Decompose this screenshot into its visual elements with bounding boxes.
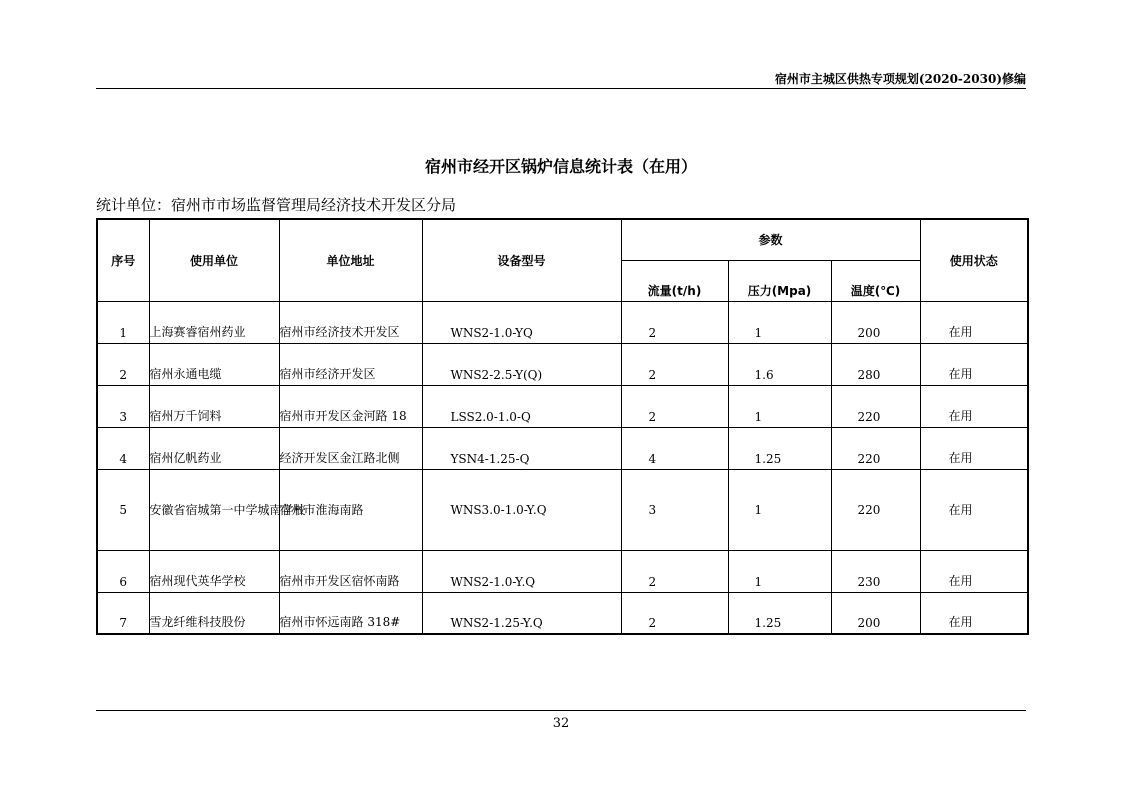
- cell-status: 在用: [920, 427, 1028, 469]
- header-pressure: 压力(Mpa): [728, 260, 831, 301]
- cell-flow: 2: [621, 385, 728, 427]
- cell-company: 宿州永通电缆: [149, 343, 279, 385]
- cell-address: 宿州市经济技术开发区: [279, 301, 422, 343]
- table-row: [97, 343, 1028, 385]
- cell-index: 4: [97, 427, 149, 469]
- cell-address: 宿州市开发区金河路 18: [279, 385, 422, 427]
- cell-company: 宿州亿帆药业: [149, 427, 279, 469]
- table-row: [97, 592, 1028, 634]
- cell-index: 1: [97, 301, 149, 343]
- cell-index: 3: [97, 385, 149, 427]
- cell-company: 雪龙纤维科技股份: [149, 592, 279, 634]
- cell-address: 宿州市怀远南路 318#: [279, 592, 422, 634]
- cell-pressure: 1.6: [728, 343, 831, 385]
- cell-index: 5: [97, 469, 149, 550]
- cell-address: 经济开发区金江路北侧: [279, 427, 422, 469]
- cell-flow: 3: [621, 469, 728, 550]
- cell-status: 在用: [920, 550, 1028, 592]
- table-row: [97, 427, 1028, 469]
- cell-company: 上海赛睿宿州药业: [149, 301, 279, 343]
- cell-address: 宿州市经济开发区: [279, 343, 422, 385]
- cell-pressure: 1: [728, 385, 831, 427]
- header-status: 使用状态: [920, 219, 1028, 301]
- cell-flow: 2: [621, 592, 728, 634]
- header-index: 序号: [97, 219, 149, 301]
- statistics-unit: 统计单位：宿州市市场监督管理局经济技术开发区分局: [96, 196, 457, 214]
- cell-temperature: 200: [831, 592, 920, 634]
- cell-temperature: 220: [831, 385, 920, 427]
- cell-temperature: 280: [831, 343, 920, 385]
- cell-model: WNS3.0-1.0-Y.Q: [422, 469, 621, 550]
- table-title: 宿州市经开区锅炉信息统计表（在用）: [424, 157, 697, 176]
- cell-pressure: 1.25: [728, 592, 831, 634]
- cell-model: WNS2-1.0-Y.Q: [422, 550, 621, 592]
- cell-model: WNS2-2.5-Y(Q): [422, 343, 621, 385]
- header-model: 设备型号: [422, 219, 621, 301]
- cell-company: 安徽省宿城第一中学城南学校: [149, 469, 279, 550]
- cell-temperature: 200: [831, 301, 920, 343]
- cell-index: 6: [97, 550, 149, 592]
- cell-address: 宿州市开发区宿怀南路: [279, 550, 422, 592]
- table-row: [97, 469, 1028, 550]
- cell-model: LSS2.0-1.0-Q: [422, 385, 621, 427]
- header-divider: [96, 88, 1026, 89]
- cell-pressure: 1: [728, 550, 831, 592]
- header-params: 参数: [621, 219, 920, 260]
- cell-status: 在用: [920, 343, 1028, 385]
- cell-flow: 2: [621, 343, 728, 385]
- header-temperature: 温度(℃): [831, 260, 920, 301]
- footer-divider: [96, 710, 1026, 711]
- table-row: [97, 550, 1028, 592]
- cell-address: 宿州市淮海南路: [279, 469, 422, 550]
- boiler-info-table: [96, 218, 1029, 635]
- header-company: 使用单位: [149, 219, 279, 301]
- cell-flow: 2: [621, 301, 728, 343]
- cell-pressure: 1: [728, 301, 831, 343]
- cell-status: 在用: [920, 385, 1028, 427]
- table-row: [97, 385, 1028, 427]
- cell-pressure: 1.25: [728, 427, 831, 469]
- cell-company: 宿州万千饲料: [149, 385, 279, 427]
- cell-index: 2: [97, 343, 149, 385]
- cell-pressure: 1: [728, 469, 831, 550]
- cell-model: WNS2-1.0-YQ: [422, 301, 621, 343]
- cell-flow: 2: [621, 550, 728, 592]
- report-header-title: 宿州市主城区供热专项规划(2020-2030)修编: [774, 72, 1026, 86]
- cell-temperature: 220: [831, 427, 920, 469]
- cell-status: 在用: [920, 301, 1028, 343]
- page-number: 32: [552, 716, 570, 731]
- cell-status: 在用: [920, 469, 1028, 550]
- cell-company: 宿州现代英华学校: [149, 550, 279, 592]
- header-flow: 流量(t/h): [621, 260, 728, 301]
- cell-status: 在用: [920, 592, 1028, 634]
- cell-model: YSN4-1.25-Q: [422, 427, 621, 469]
- cell-temperature: 230: [831, 550, 920, 592]
- cell-temperature: 220: [831, 469, 920, 550]
- table-row: [97, 301, 1028, 343]
- cell-model: WNS2-1.25-Y.Q: [422, 592, 621, 634]
- cell-index: 7: [97, 592, 149, 634]
- cell-flow: 4: [621, 427, 728, 469]
- header-address: 单位地址: [279, 219, 422, 301]
